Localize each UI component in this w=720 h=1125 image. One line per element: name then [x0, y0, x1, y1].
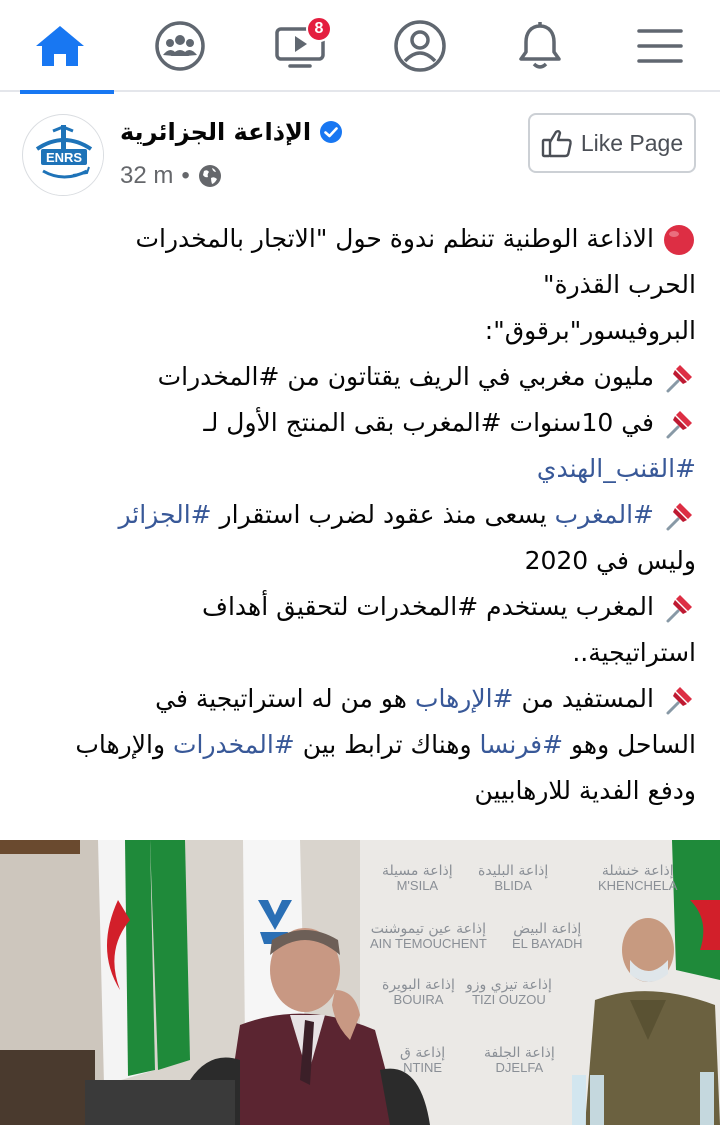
wall-sign: إذاعة الجلفة DJELFA — [484, 1045, 555, 1076]
pushpin-emoji — [662, 683, 696, 717]
post-line: وليس في 2020 — [524, 546, 696, 575]
like-page-button[interactable] — [528, 113, 696, 173]
post-line: استراتيجية.. — [572, 638, 696, 667]
page-name[interactable]: الإذاعة الجزائرية — [120, 118, 312, 146]
wall-sign: إذاعة البويرة BOUIRA — [382, 977, 455, 1008]
hamburger-menu-icon — [636, 26, 684, 66]
post-body-text — [24, 216, 696, 814]
globe-icon — [198, 164, 222, 188]
wall-sign: إذاعة تيزي وزو TIZI OUZOU — [466, 977, 552, 1008]
post-timestamp[interactable]: 32 m — [120, 162, 174, 189]
post-photo[interactable] — [0, 840, 720, 1125]
wall-sign: إذاعة عين تيموشنت AIN TEMOUCHENT — [370, 921, 487, 952]
wall-sign: إذاعة مسيلة M'SILA — [382, 863, 453, 894]
wall-sign: إذاعة خنشلة KHENCHELA — [598, 863, 678, 894]
nav-tab-notifications[interactable] — [480, 0, 600, 92]
post-line — [24, 446, 696, 492]
post-line: الحرب القذرة" — [543, 270, 696, 299]
nav-tab-profile[interactable] — [360, 0, 480, 92]
like-page-label: Like Page — [580, 129, 684, 156]
post-line: ودفع الفدية للارهابيين — [474, 776, 696, 805]
post-meta — [120, 162, 222, 190]
page-name-row — [120, 118, 343, 146]
red-circle-emoji — [662, 223, 696, 257]
groups-icon — [154, 20, 206, 72]
top-navigation-bar — [0, 0, 720, 92]
page-avatar[interactable] — [22, 114, 104, 196]
bell-icon — [516, 20, 564, 72]
hashtag-link[interactable]: #فرنسا — [479, 730, 564, 759]
post-line: في 10سنوات #المغرب بقى المنتج الأول لـ — [24, 400, 696, 446]
watch-notification-badge: 8 — [306, 16, 332, 42]
hashtag-link[interactable]: #الإرهاب — [414, 684, 514, 713]
wall-sign: إذاعة البيض EL BAYADH — [512, 921, 583, 952]
hashtag-link[interactable]: #المخدرات — [172, 730, 295, 759]
thumbs-up-icon — [541, 128, 573, 158]
post-line: البروفيسور"برقوق": — [484, 316, 696, 345]
post-line: الساحل وهو #فرنسا وهناك ترابط بين #المخدرات والإرهاب — [75, 730, 696, 759]
nav-tab-watch[interactable] — [240, 0, 360, 92]
post-line: المستفيد من #الإرهاب هو من له استراتيجية في — [24, 676, 696, 722]
home-icon — [34, 24, 86, 68]
hashtag-link[interactable]: #الجزائر — [118, 500, 212, 529]
verified-badge-icon — [319, 120, 343, 144]
post-line: مليون مغربي في الريف يقتاتون من #المخدرات — [24, 354, 696, 400]
post-line: #المغرب يسعى منذ عقود لضرب استقرار #الجزائر — [24, 492, 696, 538]
nav-tab-home[interactable] — [0, 0, 120, 92]
post-line: المغرب يستخدم #المخدرات لتحقيق أهداف — [24, 584, 696, 630]
meta-separator: • — [181, 162, 190, 189]
wall-sign: إذاعة البليدة BLIDA — [478, 863, 549, 894]
nav-tab-groups[interactable] — [120, 0, 240, 92]
pushpin-emoji — [662, 591, 696, 625]
nav-tab-menu[interactable] — [600, 0, 720, 92]
post-line: الاذاعة الوطنية تنظم ندوة حول "الاتجار بالمخدرات — [24, 216, 696, 262]
radio-algerienne-logo-icon — [23, 115, 104, 196]
pushpin-emoji — [662, 361, 696, 395]
wall-sign: إذاعة ق NTINE — [400, 1045, 446, 1076]
pushpin-emoji — [662, 499, 696, 533]
pushpin-emoji — [662, 407, 696, 441]
hashtag-link[interactable]: #القنب_الهندي — [536, 454, 696, 483]
hashtag-link[interactable]: #المغرب — [554, 500, 654, 529]
profile-icon — [393, 19, 447, 73]
svg-text:ENRS: ENRS — [45, 150, 83, 165]
